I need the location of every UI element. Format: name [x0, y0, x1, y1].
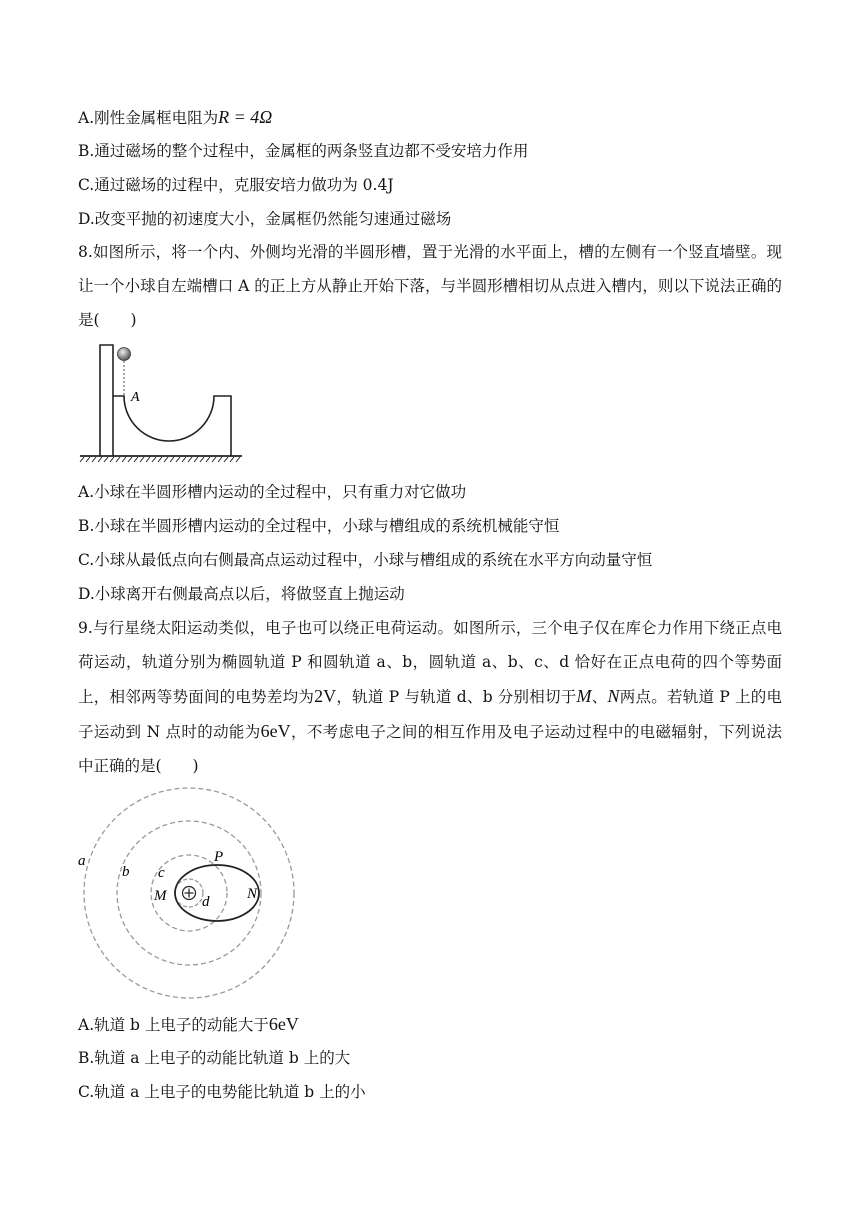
- q9-stem-part2: ，轨道 P 与轨道 d、b 分别相切于: [336, 688, 577, 706]
- q7-option-b: B.通过磁场的整个过程中，金属框的两条竖直边都不受安培力作用: [78, 142, 529, 160]
- label-c: c: [158, 865, 165, 881]
- q9-point-m: M: [576, 686, 592, 706]
- label-d: d: [202, 894, 210, 910]
- label-b: b: [122, 864, 130, 880]
- label-p: P: [214, 849, 224, 865]
- q9-stem-part4: ，不考虑电子之间的相互作用及电子运动过程中的电磁辐射，下列说法中正确的是( ): [78, 723, 782, 775]
- q8-option-b: B.小球在半圆形槽内运动的全过程中，小球与槽组成的系统机械能守恒: [78, 517, 560, 535]
- q8-figure: [78, 340, 248, 468]
- q9-stem-part1: 9.与行星绕太阳运动类似，电子也可以绕正电荷运动。如图所示，三个电子仅在库仑力作用下绕正点电荷运动，轨道分别为椭圆轨道 P 和圆轨道 a、b，圆轨道 a、b、c、d 恰好在正点电荷的四个等势面上，相邻两等势面间的电势差均为: [78, 619, 782, 706]
- ground-hatching: [80, 457, 240, 462]
- q8-option-a: A.小球在半圆形槽内运动的全过程中，只有重力对它做功: [78, 483, 467, 501]
- q9-option-a-value: 6eV: [268, 1014, 299, 1034]
- q9-option-a-text: A.轨道 b 上电子的动能大于: [78, 1016, 269, 1034]
- q7-option-c: C.通过磁场的过程中，克服安培力做功为 0.4J: [78, 176, 394, 194]
- q7-option-a-formula: R = 4Ω: [218, 107, 273, 127]
- q9-separator: 、: [591, 688, 608, 706]
- q9-figure: [74, 786, 304, 1006]
- label-m: M: [154, 888, 167, 904]
- q9-kinetic-energy: 6eV: [260, 721, 291, 741]
- q9-point-n: N: [607, 686, 620, 706]
- label-a: a: [78, 853, 86, 869]
- q9-option-c: C.轨道 a 上电子的电势能比轨道 b 上的小: [78, 1083, 366, 1101]
- semicircular-groove: [113, 396, 231, 456]
- q8-stem: 8.如图所示，将一个内、外侧均光滑的半圆形槽，置于光滑的水平面上，槽的左侧有一个竖直墙壁。现让一个小球自左端槽口 A 的正上方从静止开始下落，与半圆形槽相切从点进入槽内，则以下说法正确的是( ): [78, 243, 782, 329]
- label-n: N: [247, 886, 258, 902]
- wall: [100, 345, 113, 456]
- q8-option-c: C.小球从最低点向右侧最高点运动过程中，小球与槽组成的系统在水平方向动量守恒: [78, 551, 653, 569]
- q9-option-a: [78, 1013, 299, 1036]
- q9-option-b: B.轨道 a 上电子的动能比轨道 b 上的大: [78, 1049, 351, 1067]
- q9-potential-difference: 2V: [314, 686, 337, 706]
- q7-option-d: D.改变平抛的初速度大小，金属框仍然能匀速通过磁场: [78, 210, 452, 228]
- q8-option-d: D.小球离开右侧最高点以后，将做竖直上抛运动: [78, 585, 405, 603]
- point-a-label: A: [131, 390, 140, 405]
- q9-stem: [78, 611, 782, 783]
- ball-icon: [118, 348, 131, 361]
- q7-option-a: [78, 106, 272, 129]
- q7-option-a-text: A.刚性金属框电阻为: [78, 109, 219, 127]
- q9-stem-part3: 两点。若轨道 P 上的电子运动到 N 点时的动能为: [78, 688, 782, 741]
